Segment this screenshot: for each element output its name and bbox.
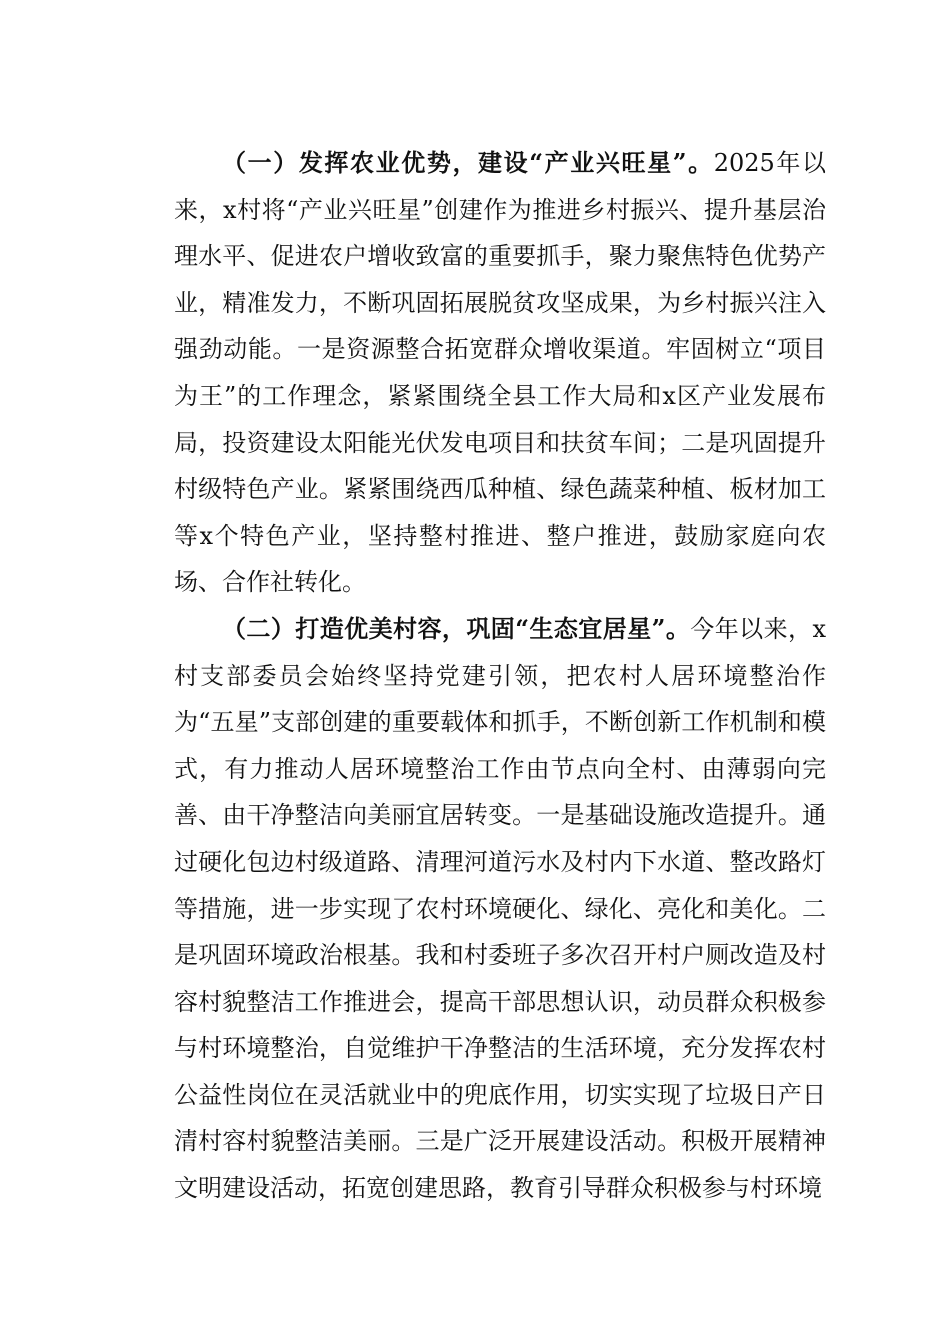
- document-body: [174, 140, 826, 1212]
- paragraph-text: 2025年以来，x村将“产业兴旺星”创建作为推进乡村振兴、提升基层治理水平、促进农户增收致富的重要抓手，聚力聚焦特色优势产业，精准发力，不断巩固拓展脱贫攻坚成果，为乡村振兴注入强劲动能。一是资源整合拓宽群众增收渠道。牢固树立“项目为王”的工作理念，紧紧围绕全县工作大局和x区产业发展布局，投资建设太阳能光伏发电项目和扶贫车间；二是巩固提升村级特色产业。紧紧围绕西瓜种植、绿色蔬菜种植、板材加工等x个特色产业，坚持整村推进、整户推进，鼓励家庭向农场、合作社转化。: [174, 149, 827, 597]
- paragraph-text: 今年以来，x村支部委员会始终坚持党建引领，把农村人居环境整治作为“五星”支部创建的重要载体和抓手，不断创新工作机制和模式，有力推动人居环境整治工作由节点向全村、由薄弱向完善、由干净整洁向美丽宜居转变。一是基础设施改造提升。通过硬化包边村级道路、清理河道污水及村内下水道、整改路灯等措施，进一步实现了农村环境硬化、绿化、亮化和美化。二是巩固环境政治根基。我和村委班子多次召开村户厕改造及村容村貌整洁工作推进会，提高干部思想认识，动员群众积极参与村环境整治，自觉维护干净整洁的生活环境，充分发挥农村公益性岗位在灵活就业中的兜底作用，切实实现了垃圾日产日清村容村貌整洁美丽。三是广泛开展建设活动。积极开展精神文明建设活动，拓宽创建思路，教育引导群众积极参与村环境: [174, 614, 827, 1203]
- paragraph-ecology: [174, 606, 826, 1212]
- paragraph-heading: （二）打造优美村容，巩固“生态宜居星”。: [222, 613, 691, 643]
- paragraph-industry: [174, 140, 826, 606]
- paragraph-heading: （一）发挥农业优势，建设“产业兴旺星”。: [222, 148, 714, 177]
